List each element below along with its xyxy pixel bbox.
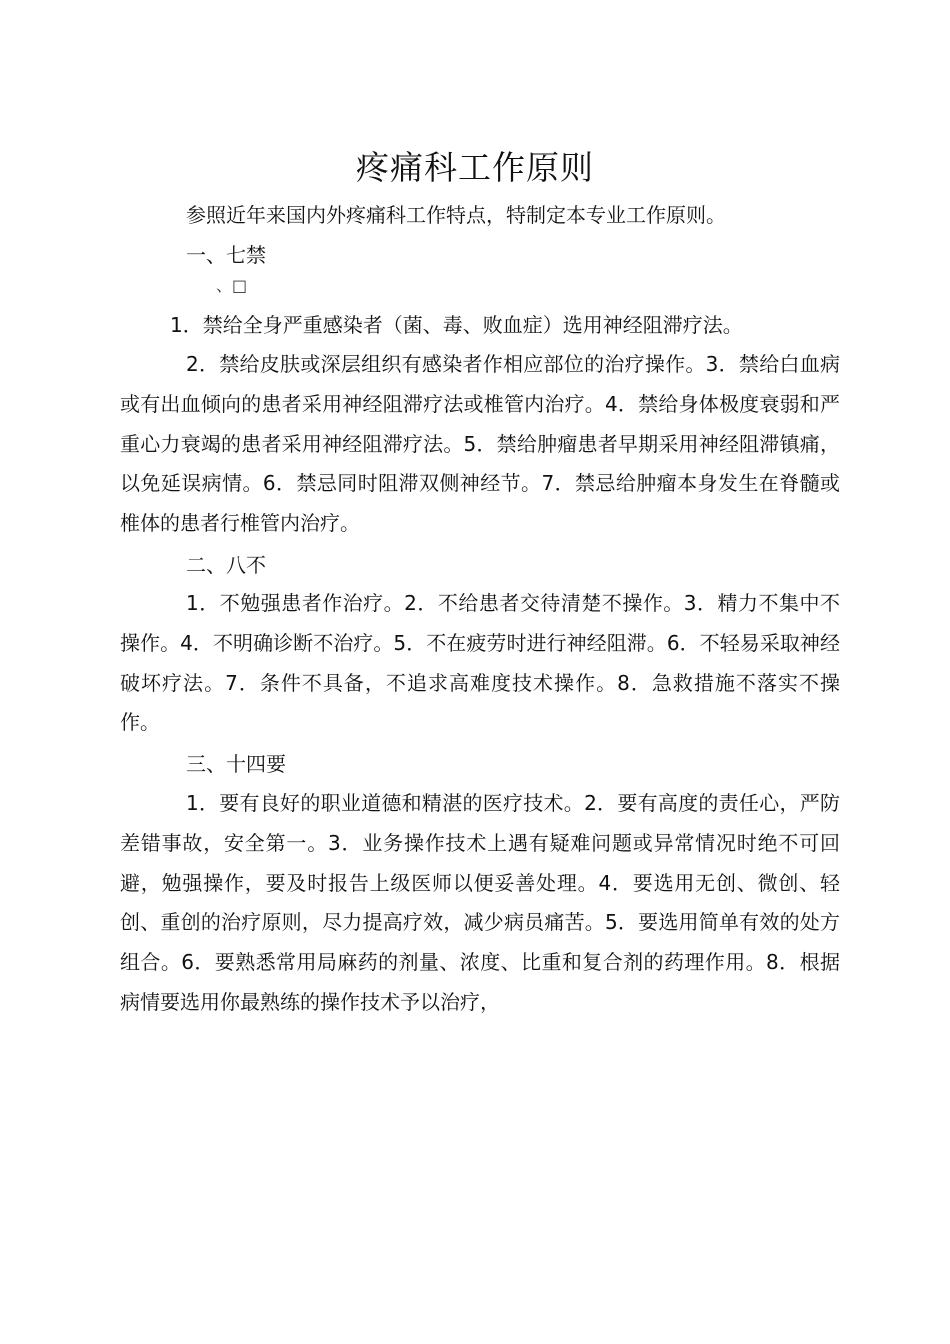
section-heading-eight-nots: 二、八不 — [186, 553, 266, 577]
intro-text: 参照近年来国内外疼痛科工作特点，特制定本专业工作原则。 — [186, 203, 726, 227]
eight-nots-paragraph: 1．不勉强患者作治疗。2．不给患者交待清楚不操作。3．精力不集中不操作。4．不明确诊断不治疗。5．不在疲劳时进行神经阻滞。6．不轻易采取神经破坏疗法。7．条件不具备，不追求高难度技术操作。8．急救措施不落实不操作。 — [120, 591, 840, 735]
section-heading-fourteen-musts: 三、十四要 — [186, 752, 286, 776]
stray-mark: 、□ — [216, 276, 248, 295]
fourteen-musts-paragraph: 1．要有良好的职业道德和精湛的医疗技术。2．要有高度的责任心，严防差错事故，安全第一。3．业务操作技术上遇有疑难问题或异常情况时绝不可回避，勉强操作，要及时报告上级医师以便妥善处理。4．要选用无创、微创、轻创、重创的治疗原则，尽力提高疗效，减少病员痛苦。5．要选用简单有效的处方组合。6．要熟悉常用局麻药的剂量、浓度、比重和复合剂的药理作用。8．根据病情要选用你最熟练的操作技术予以治疗， — [120, 791, 840, 1014]
prohibition-item-1: 1．禁给全身严重感染者（菌、毒、败血症）选用神经阻滞疗法。 — [170, 313, 743, 337]
prohibitions-paragraph: 2．禁给皮肤或深层组织有感染者作相应部位的治疗操作。3．禁给白血病或有出血倾向的患者采用神经阻滞疗法或椎管内治疗。4．禁给身体极度衰弱和严重心力衰竭的患者采用神经阻滞疗法。5．禁给肿瘤患者早期采用神经阻滞镇痛，以免延误病情。6．禁忌同时阻滞双侧神经节。7．禁忌给肿瘤本身发生在脊髓或椎体的患者行椎管内治疗。 — [120, 352, 840, 536]
document-title: 疼痛科工作原则 — [356, 148, 594, 187]
section-heading-seven-prohibitions: 一、七禁 — [186, 243, 266, 267]
